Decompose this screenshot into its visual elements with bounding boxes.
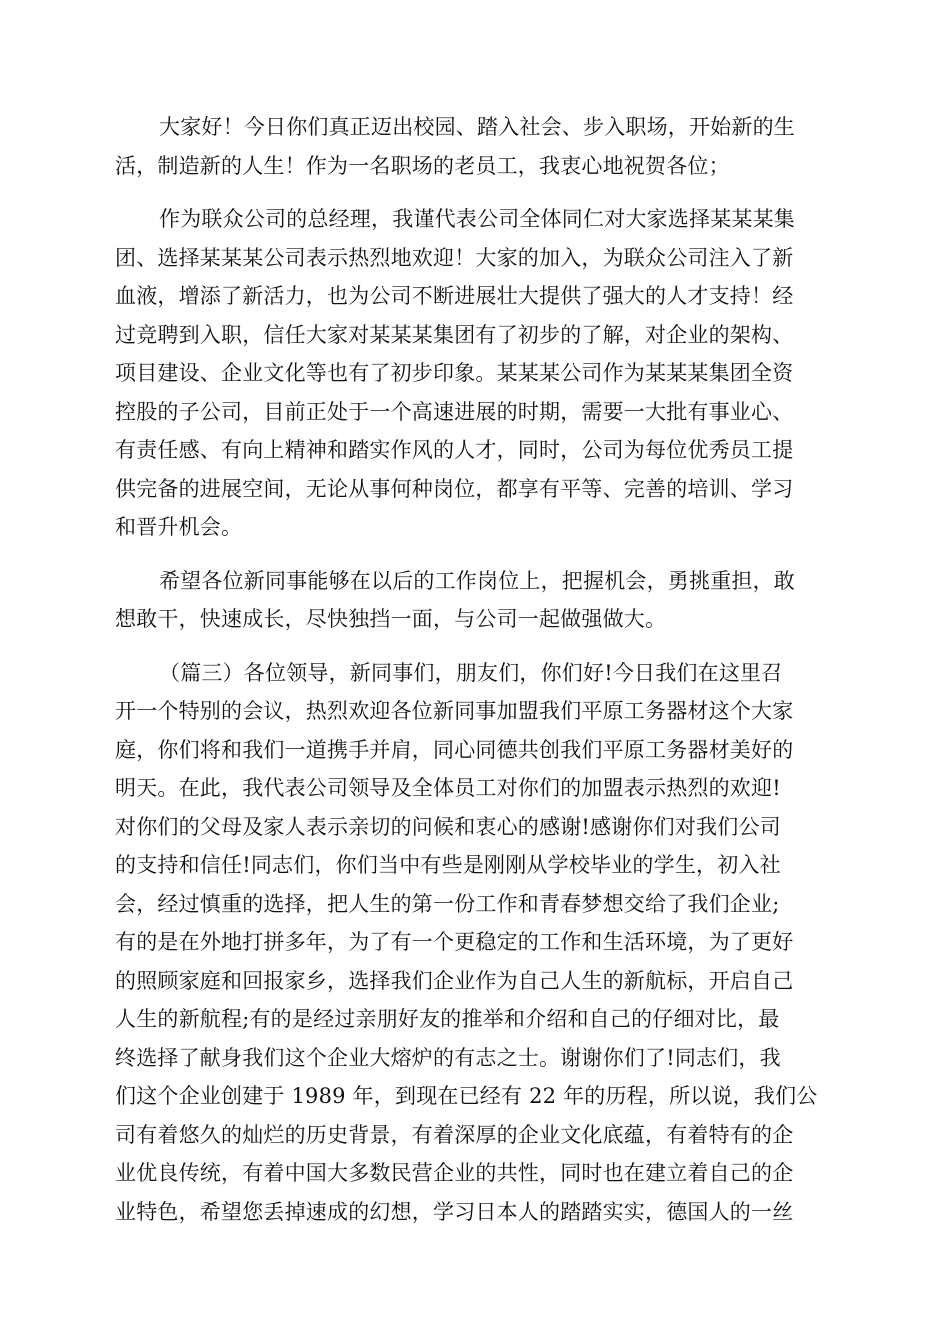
text-line: 业特色，希望您丢掉速成的幻想，学习日本人的踏踏实实，德国人的一丝 [115, 1199, 794, 1224]
text-line: 的支持和信任!同志们，你们当中有些是刚刚从学校毕业的学生，初入社 [115, 853, 781, 877]
text-line: 和晋升机会。 [115, 515, 243, 539]
text-line: 庭，你们将和我们一道携手并肩，同心同德共创我们平原工务器材美好的 [115, 737, 794, 762]
text-line: 开一个特别的会议，热烈欢迎各位新同事加盟我们平原工务器材这个大家 [115, 699, 794, 723]
text-line: 终选择了献身我们这个企业大熔炉的有志之士。谢谢你们了!同志们，我 [115, 1045, 781, 1070]
text-line: 作为联众公司的总经理，我谨代表公司全体同仁对大家选择某某某集 [159, 207, 795, 231]
paragraph-part-three [115, 654, 835, 1232]
text-line: 活，制造新的人生！作为一名职场的老员工，我衷心地祝贺各位； [115, 153, 730, 178]
paragraph-gm-welcome [115, 200, 835, 547]
paragraph-greeting [115, 108, 835, 185]
text-line: 供完备的进展空间，无论从事何种岗位，都享有平等、完善的培训、学习 [115, 476, 794, 501]
text-line: 业优良传统，有着中国大多数民营企业的共性，同时也在建立着自己的企 [115, 1161, 794, 1185]
text-line: 人生的新航程;有的是经过亲朋好友的推举和介绍和自己的仔细对比，最 [115, 1007, 780, 1031]
text-line: 想敢干，快速成长，尽快独挡一面，与公司一起做强做大。 [115, 607, 667, 631]
text-line: 对你们的父母及家人表示亲切的问候和衷心的感谢!感谢你们对我们公司 [115, 814, 781, 839]
text-line: 大家好！今日你们真正迈出校园、踏入社会、步入职场，开始新的生 [159, 115, 795, 139]
paragraph-gap [115, 547, 835, 562]
document-body [115, 108, 835, 1231]
text-line: 有的是在外地打拼多年，为了有一个更稳定的工作和生活环境，为了更好 [115, 930, 794, 954]
paragraph-gap [115, 639, 835, 654]
text-line: 控股的子公司，目前正处于一个高速进展的时期，需要一大批有事业心、 [115, 399, 794, 424]
text-line: （篇三）各位领导，新同事们，朋友们，你们好!今日我们在这里召 [159, 660, 783, 685]
text-line: 有责任感、有向上精神和踏实作风的人才，同时，公司为每位优秀员工提 [115, 438, 794, 462]
text-line: 血液，增添了新活力，也为公司不断进展壮大提供了强大的人才支持！经 [115, 284, 794, 308]
text-line: 的照顾家庭和回报家乡，选择我们企业作为自己人生的新航标，开启自己 [115, 968, 794, 993]
text-line: 过竞聘到入职，信任大家对某某某集团有了初步的了解，对企业的架构、 [115, 322, 794, 347]
text-line: 们这个企业创建于 1989 年，到现在已经有 22 年的历程，所以说，我们公 [115, 1084, 818, 1108]
text-line: 会，经过慎重的选择，把人生的第一份工作和青春梦想交给了我们企业; [115, 891, 780, 916]
text-line: 明天。在此，我代表公司领导及全体员工对你们的加盟表示热烈的欢迎! [115, 776, 781, 800]
text-line: 司有着悠久的灿烂的历史背景，有着深厚的企业文化底蕴，有着特有的企 [115, 1122, 794, 1147]
paragraph-gap [115, 185, 835, 200]
text-line: 团、选择某某某公司表示热烈地欢迎！大家的加入，为联众公司注入了新 [115, 245, 794, 270]
paragraph-hope [115, 562, 835, 639]
text-line: 项目建设、企业文化等也有了初步印象。某某某公司作为某某某集团全资 [115, 361, 794, 385]
text-line: 希望各位新同事能够在以后的工作岗位上，把握机会，勇挑重担，敢 [159, 568, 795, 593]
